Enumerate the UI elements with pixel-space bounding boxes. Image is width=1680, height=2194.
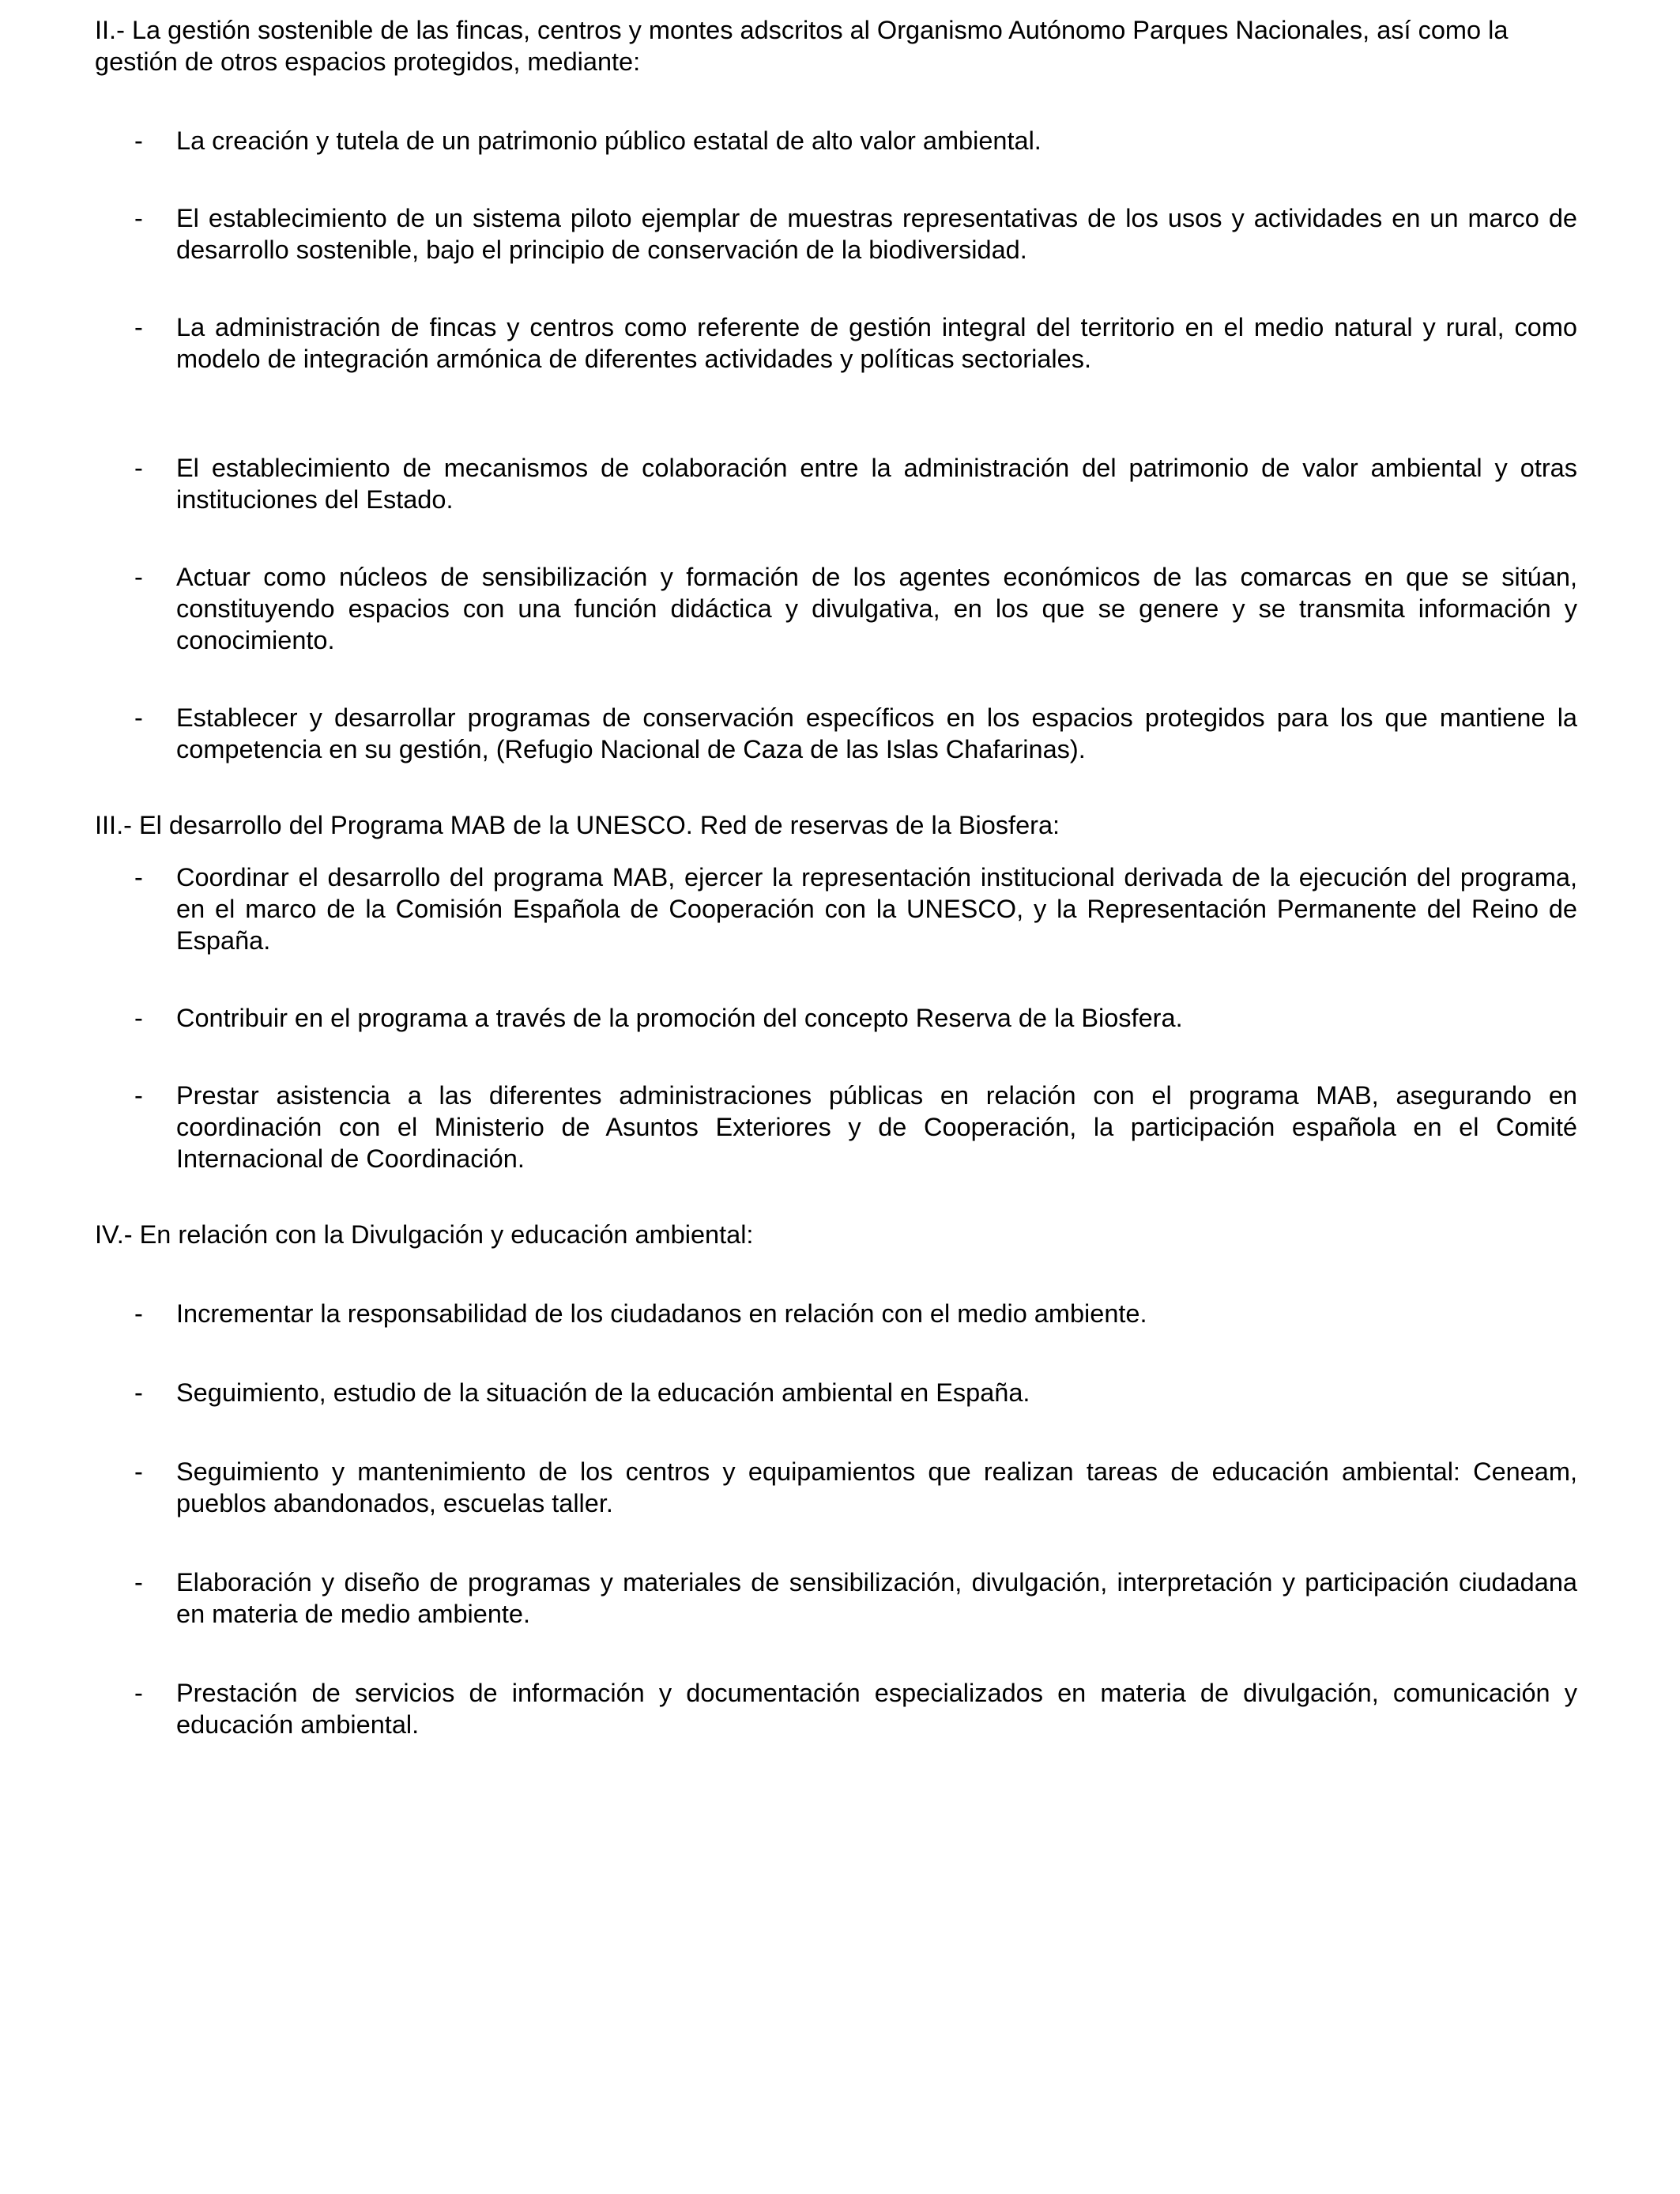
list-item-text: Coordinar el desarrollo del programa MAB, ejercer la representación institucional derivada de la ejecución del programa, en el marco de la Comisión Española de Cooperación con la UNESCO, y la Representación Permanente del Reino de España. — [176, 863, 1577, 955]
bullet-dash: - — [134, 863, 143, 892]
list-item-text: Contribuir en el programa a través de la promoción del concepto Reserva de la Biosfera. — [176, 1004, 1183, 1032]
list-item — [95, 311, 1577, 375]
bullet-list — [95, 861, 1577, 1174]
bullet-dash: - — [134, 1568, 143, 1596]
section-heading: III.- El desarrollo del Programa MAB de la UNESCO. Red de reservas de la Biosfera: — [95, 811, 1060, 839]
section-iv — [95, 1219, 1577, 1740]
list-item-text: Seguimiento y mantenimiento de los centros y equipamientos que realizan tareas de educación ambiental: Ceneam, pueblos abandonados, escuelas taller. — [176, 1457, 1577, 1517]
list-item-text: Actuar como núcleos de sensibilización y formación de los agentes económicos de las comarcas en que se sitúan, constituyendo espacios con una función didáctica y divulgativa, en los que se genere y se transmita información y conocimiento. — [176, 563, 1577, 654]
bullet-dash: - — [134, 1457, 143, 1486]
list-item-text: Incrementar la responsabilidad de los ciudadanos en relación con el medio ambiente. — [176, 1299, 1147, 1328]
list-item-text: Elaboración y diseño de programas y materiales de sensibilización, divulgación, interpretación y participación ciudadana en materia de medio ambiente. — [176, 1568, 1577, 1628]
section-ii — [95, 14, 1577, 765]
bullet-dash: - — [134, 126, 143, 155]
list-item — [95, 1456, 1577, 1519]
list-item — [95, 1080, 1577, 1174]
bullet-dash: - — [134, 1004, 143, 1032]
bullet-dash: - — [134, 313, 143, 341]
bullet-dash: - — [134, 563, 143, 591]
list-item — [95, 1677, 1577, 1740]
section-heading: II.- La gestión sostenible de las fincas, centros y montes adscritos al Organismo Autónomo Parques Nacionales, así como la gestión de otros espacios protegidos, mediante: — [95, 16, 1509, 76]
list-item — [95, 861, 1577, 956]
bullet-dash: - — [134, 204, 143, 232]
list-item-text: La administración de fincas y centros como referente de gestión integral del territorio en el medio natural y rural, como modelo de integración armónica de diferentes actividades y políticas sectoriales. — [176, 313, 1577, 373]
list-item — [95, 1298, 1577, 1329]
bullet-list — [95, 1298, 1577, 1740]
bullet-dash: - — [134, 1081, 143, 1110]
list-item-text: Prestación de servicios de información y documentación especializados en materia de divulgación, comunicación y educación ambiental. — [176, 1679, 1577, 1739]
list-item — [95, 561, 1577, 656]
list-item-text: El establecimiento de mecanismos de colaboración entre la administración del patrimonio de valor ambiental y otras instituciones del Estado. — [176, 454, 1577, 514]
bullet-dash: - — [134, 1378, 143, 1407]
list-item — [95, 452, 1577, 515]
bullet-dash: - — [134, 703, 143, 732]
section-heading: IV.- En relación con la Divulgación y educación ambiental: — [95, 1220, 754, 1249]
list-item-text: Prestar asistencia a las diferentes administraciones públicas en relación con el programa MAB, asegurando en coordinación con el Ministerio de Asuntos Exteriores y de Cooperación, la participación española en el Comité Internacional de Coordinación. — [176, 1081, 1577, 1173]
list-item — [95, 202, 1577, 266]
bullet-dash: - — [134, 1299, 143, 1328]
list-item — [95, 1566, 1577, 1630]
list-item-text: El establecimiento de un sistema piloto ejemplar de muestras representativas de los usos y actividades en un marco de desarrollo sostenible, bajo el principio de conservación de la biodiversidad. — [176, 204, 1577, 264]
list-item — [95, 125, 1577, 156]
list-item — [95, 1377, 1577, 1408]
bullet-dash: - — [134, 454, 143, 482]
list-item-text: Establecer y desarrollar programas de conservación específicos en los espacios protegidos para los que mantiene la competencia en su gestión, (Refugio Nacional de Caza de las Islas Chafarinas). — [176, 703, 1577, 763]
list-item-text: La creación y tutela de un patrimonio público estatal de alto valor ambiental. — [176, 126, 1042, 155]
list-item-text: Seguimiento, estudio de la situación de la educación ambiental en España. — [176, 1378, 1030, 1407]
document-page — [95, 14, 1577, 1788]
bullet-dash: - — [134, 1679, 143, 1707]
list-item — [95, 1002, 1577, 1034]
bullet-list — [95, 125, 1577, 765]
section-iii — [95, 809, 1577, 1174]
list-item — [95, 702, 1577, 765]
